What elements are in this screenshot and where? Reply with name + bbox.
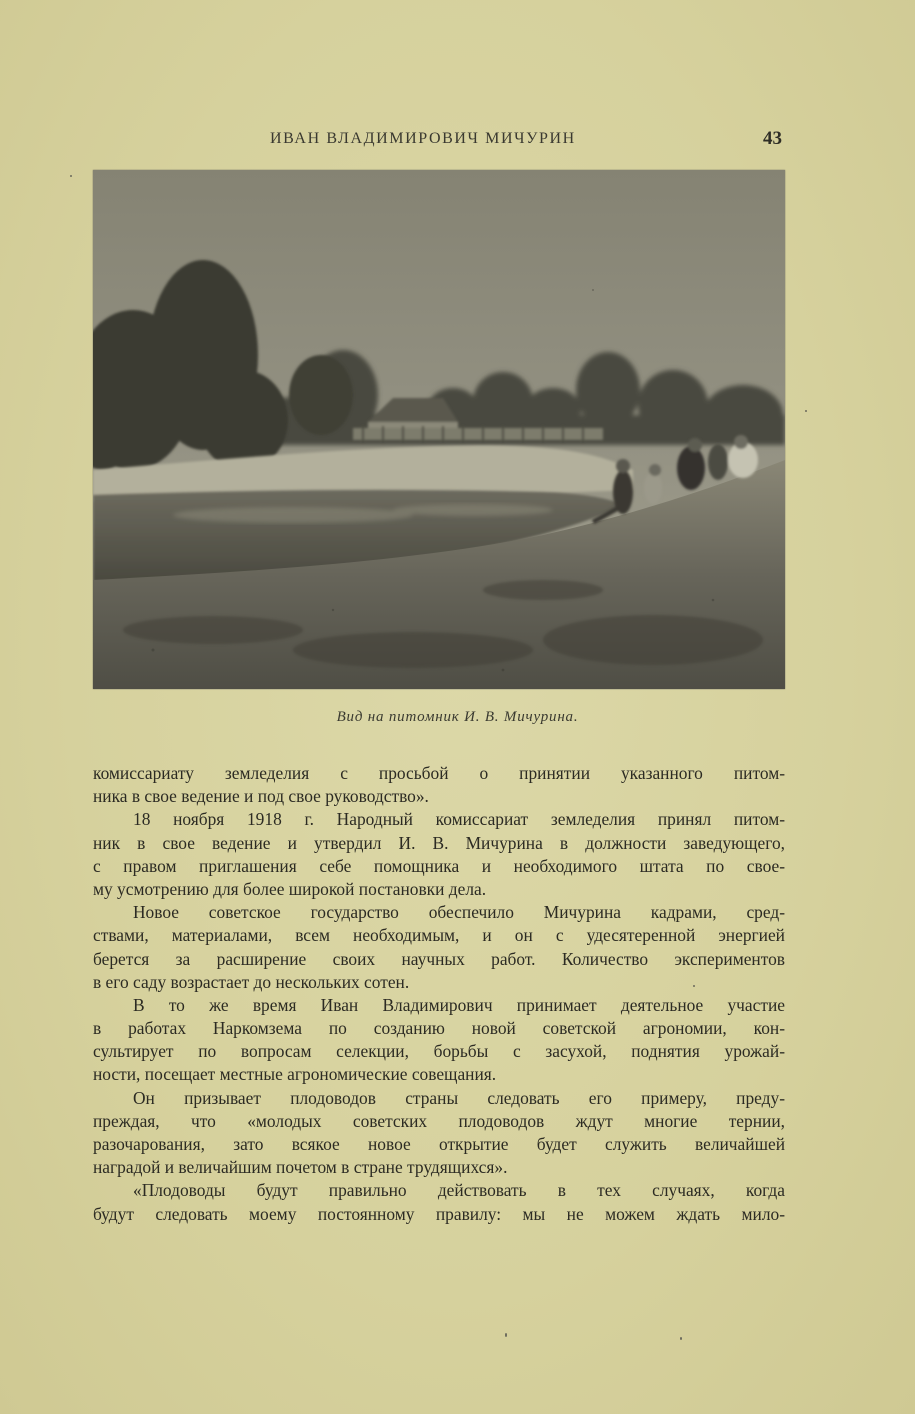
paper-speck (70, 175, 72, 177)
text-line: му усмотрению для более широкой постановки дела. (93, 878, 487, 899)
text-line: ника в свое ведение и под свое руководство». (93, 786, 429, 807)
text-line: в его саду возрастает до нескольких сотен. (93, 971, 410, 992)
running-head-title: ИВАН ВЛАДИМИРОВИЧ МИЧУРИН (270, 130, 576, 147)
photo-caption: Вид на питомник И. В. Мичурина. (336, 709, 579, 725)
text-line: В то же время Иван Владимирович принимает деятельное участие (133, 994, 785, 1015)
text-line: берется за расширение своих научных работ. Количество экспериментов (93, 948, 785, 969)
text-line: ствами, материалами, всем необходимым, и он с удесятеренной энергией (93, 925, 785, 946)
text-line: Он призывает плодоводов страны следовать его примеру, преду- (133, 1087, 785, 1108)
text-line: сультирует по вопросам селекции, борьбы с засухой, поднятия урожай- (93, 1041, 785, 1062)
text-line: «Плодоводы будут правильно действовать в тех случаях, когда (133, 1180, 785, 1201)
text-line: ности, посещает местные агрономические совещания. (93, 1064, 497, 1085)
body-text (93, 762, 785, 1226)
text-line: Новое советское государство обеспечило Мичурина кадрами, сред- (133, 902, 785, 923)
text-line: разочарования, зато всякое новое открытие будет служить величайшей (93, 1134, 785, 1154)
page-number: 43 (763, 128, 782, 149)
text-line: преждая, что «молодых советских плодоводов ждут многие тернии, (93, 1110, 785, 1131)
text-line: будут следовать моему постоянному правилу: мы не можем ждать мило- (93, 1203, 785, 1224)
text-line: комиссариату земледелия с просьбой о принятии указанного питом- (93, 763, 785, 783)
paper-speck (680, 1337, 682, 1340)
text-line: с правом приглашения себе помощника и необходимого штата по свое- (93, 855, 785, 876)
text-line: 18 ноября 1918 г. Народный комиссариат земледелия принял питом- (133, 809, 785, 830)
paper-speck (505, 1333, 507, 1337)
running-head (0, 128, 915, 154)
nursery-photograph (93, 170, 785, 689)
text-line: в работах Наркомзема по созданию новой советской агрономии, кон- (93, 1018, 785, 1039)
paper-speck (805, 410, 807, 412)
paper-speck (693, 985, 695, 987)
text-line: наградой и величайшим почетом в стране трудящихся». (93, 1157, 508, 1178)
text-line: ник в свое ведение и утвердил И. В. Мичурина в должности заведующего, (93, 832, 785, 853)
